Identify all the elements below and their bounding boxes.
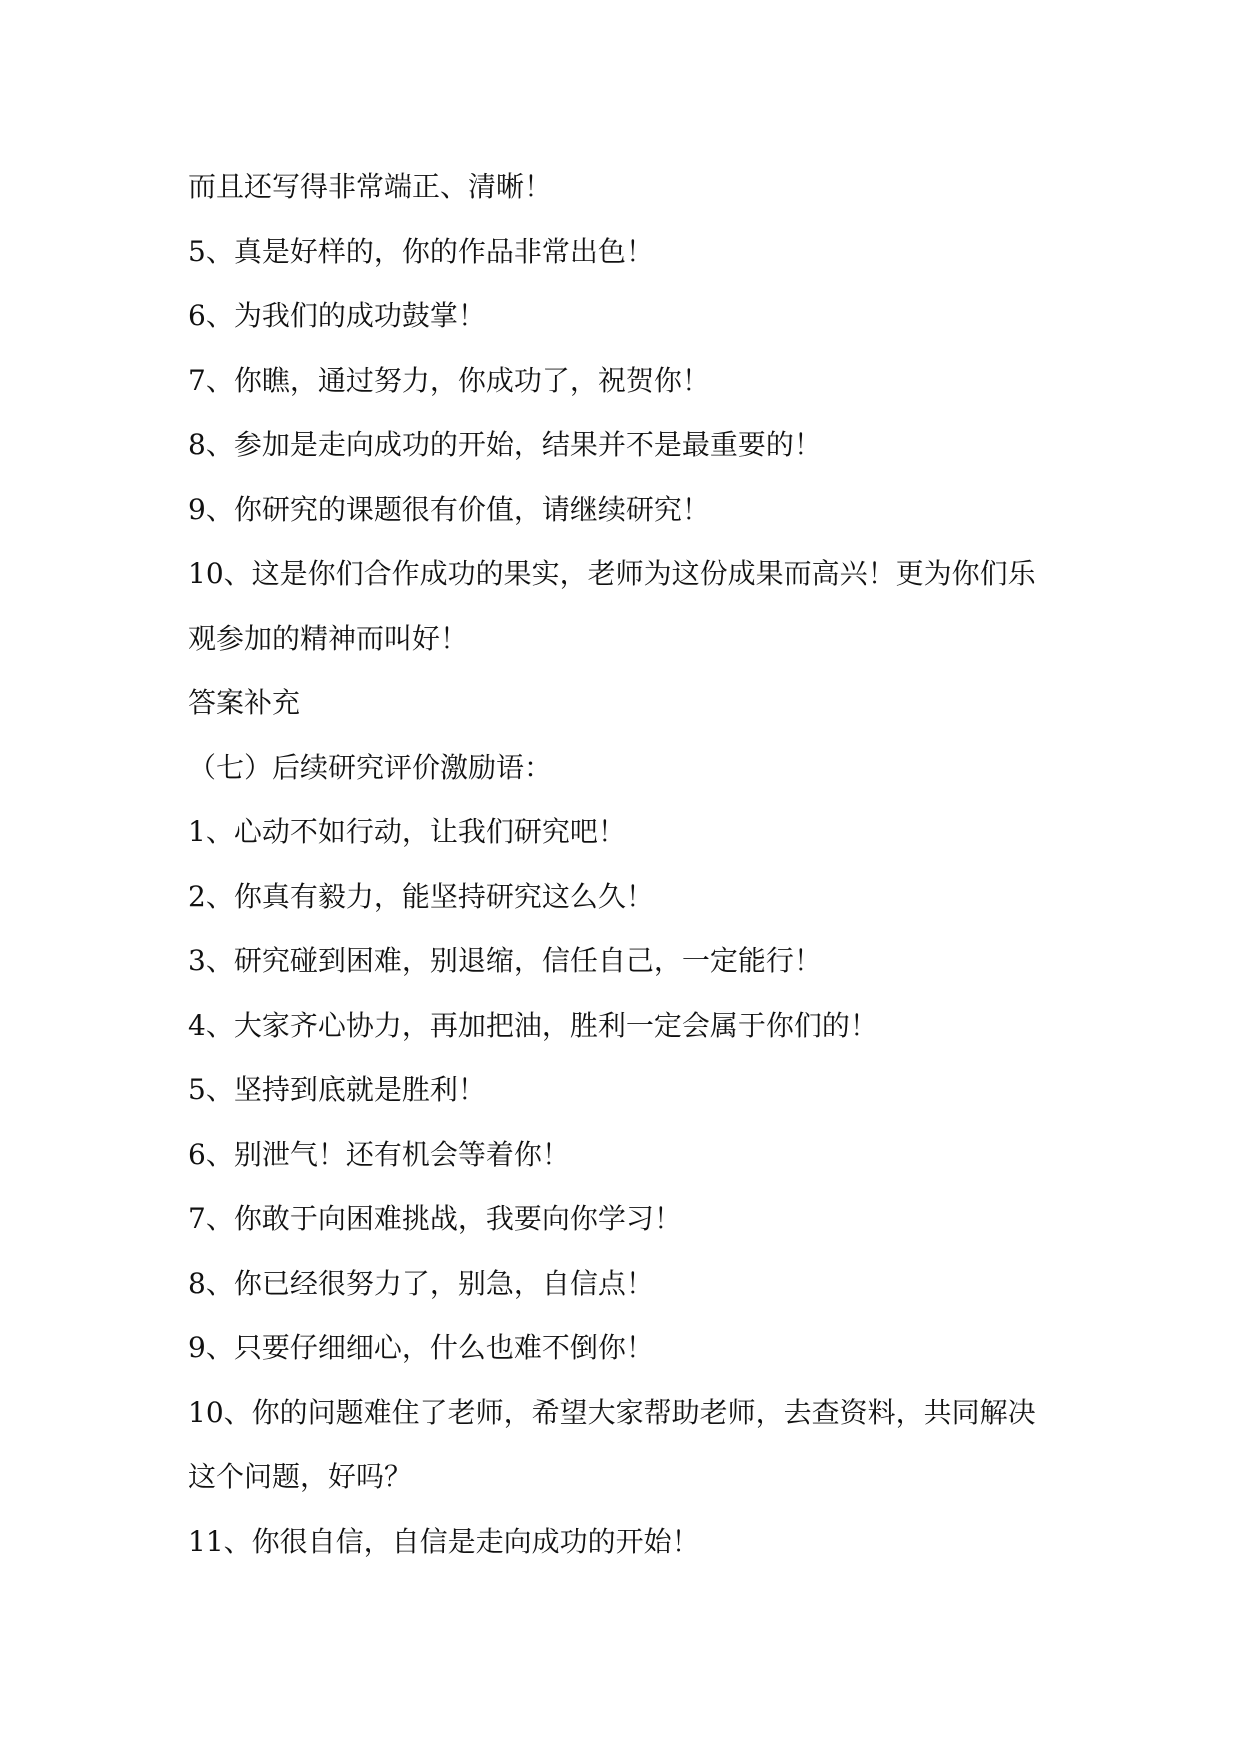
paragraph-line: 观参加的精神而叫好！ [188, 621, 469, 655]
paragraph-line: 8、参加是走向成功的开始，结果并不是最重要的！ [188, 428, 822, 461]
section-heading: 答案补充 [188, 686, 301, 719]
paragraph-line: 2、你真有毅力，能坚持研究这么久！ [188, 879, 654, 913]
paragraph-line: 1、心动不如行动，让我们研究吧！ [188, 815, 626, 848]
paragraph-line: 7、你瞧，通过努力，你成功了，祝贺你！ [188, 363, 710, 397]
paragraph-line: 7、你敢于向困难挑战，我要向你学习！ [188, 1202, 682, 1235]
paragraph-line: 4、大家齐心协力，再加把油，胜利一定会属于你们的！ [188, 1008, 878, 1042]
paragraph-line: 5、坚持到底就是胜利！ [188, 1073, 486, 1106]
paragraph-line: 9、你研究的课题很有价值，请继续研究！ [188, 492, 710, 526]
paragraph-line: 3、研究碰到困难，别退缩，信任自己，一定能行！ [188, 944, 822, 977]
paragraph-line: 10、你的问题难住了老师，希望大家帮助老师，去查资料，共同解决 [188, 1395, 1036, 1429]
paragraph-line: 10、这是你们合作成功的果实，老师为这份成果而高兴！更为你们乐 [188, 557, 1036, 590]
document-body [188, 155, 1068, 1574]
paragraph-line: 这个问题，好吗？ [188, 1460, 413, 1493]
paragraph-line: 6、别泄气！还有机会等着你！ [188, 1137, 570, 1171]
paragraph-line: 而且还写得非常端正、清晰！ [188, 170, 553, 203]
paragraph-line: 9、只要仔细细心，什么也难不倒你！ [188, 1331, 654, 1364]
section-subheading: （七）后续研究评价激励语： [188, 750, 553, 784]
paragraph-line: 5、真是好样的，你的作品非常出色！ [188, 234, 654, 268]
paragraph-line: 6、为我们的成功鼓掌！ [188, 299, 486, 332]
paragraph-line: 11、你很自信，自信是走向成功的开始！ [188, 1524, 700, 1558]
paragraph-line: 8、你已经很努力了，别急，自信点！ [188, 1266, 654, 1300]
